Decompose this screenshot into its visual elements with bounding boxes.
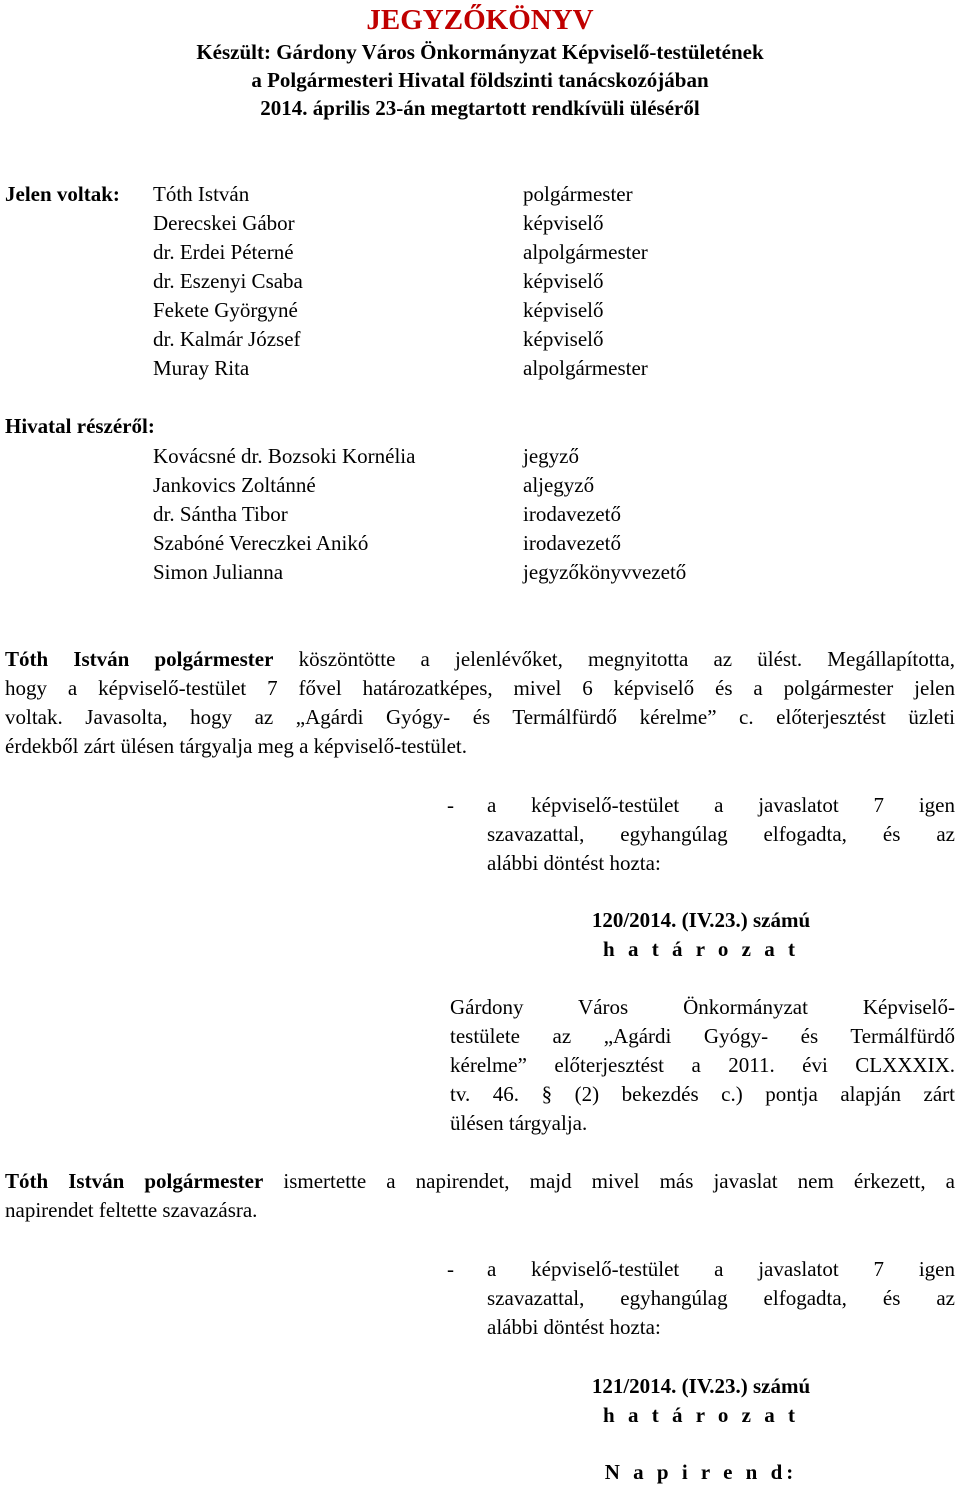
- attendee-name: Muray Rita: [153, 356, 250, 380]
- vote-block-1: [447, 791, 955, 878]
- office-member-role: jegyzőkönyvvezető: [523, 560, 687, 584]
- attendee-name: Tóth István: [153, 182, 250, 206]
- attendees-roles: [523, 180, 648, 383]
- paragraph-line: érdekből zárt ülésen tárgyalja meg a képviselő-testület.: [5, 734, 468, 758]
- office-member-name: Kovácsné dr. Bozsoki Kornélia: [153, 444, 416, 468]
- attendees-label: Jelen voltak:: [5, 182, 120, 206]
- speaker-name: Tóth István polgármester: [5, 1169, 264, 1193]
- attendee-role: képviselő: [523, 211, 604, 235]
- resolution-number-2: 121/2014. (IV.23.) számú: [591, 1374, 811, 1398]
- dash-bullet: -: [447, 793, 454, 817]
- attendee-role: alpolgármester: [523, 356, 648, 380]
- resolution-label-1: h a t á r o z a t: [603, 937, 799, 961]
- office-member-name: dr. Sántha Tibor: [153, 502, 288, 526]
- vote-line: - a képviselő-testület a javaslatot 7 igen: [447, 791, 955, 820]
- office-member-role: irodavezető: [523, 531, 621, 555]
- attendee-role: képviselő: [523, 327, 604, 351]
- vote-block-2: [447, 1255, 955, 1342]
- attendees-names: [153, 180, 303, 383]
- resolution-line: Gárdony Város Önkormányzat Képviselő-: [450, 995, 955, 1019]
- attendee-role: képviselő: [523, 298, 604, 322]
- resolution-line: kérelme” előterjesztést a 2011. évi CLXXXIX.: [450, 1053, 955, 1077]
- paragraph-line: Tóth István polgármester köszöntötte a jelenlévőket, megnyitotta az ülést. Megállapította,: [5, 647, 955, 671]
- subtitle-line: 2014. április 23-án megtartott rendkívüli üléséről: [260, 96, 700, 120]
- attendee-role: képviselő: [523, 269, 604, 293]
- attendee-name: dr. Erdei Péterné: [153, 240, 294, 264]
- attendee-role: alpolgármester: [523, 240, 648, 264]
- attendee-role: polgármester: [523, 182, 633, 206]
- office-roles: [523, 442, 686, 587]
- office-names: [153, 442, 415, 587]
- office-member-name: Simon Julianna: [153, 560, 284, 584]
- office-member-name: Jankovics Zoltánné: [153, 473, 316, 497]
- speaker-name: Tóth István polgármester: [5, 647, 274, 671]
- attendee-name: dr. Kalmár József: [153, 327, 301, 351]
- paragraph-line: hogy a képviselő-testület 7 fővel határozatképes, mivel 6 képviselő és a polgármester jelen: [5, 676, 955, 700]
- office-member-role: aljegyző: [523, 473, 595, 497]
- attendee-name: Derecskei Gábor: [153, 211, 295, 235]
- office-member-name: Szabóné Vereczkei Anikó: [153, 531, 369, 555]
- subtitle-line: Készült: Gárdony Város Önkormányzat Képviselő-testületének: [196, 40, 764, 64]
- resolution-line: tv. 46. § (2) bekezdés c.) pontja alapján zárt: [450, 1082, 955, 1106]
- document-subtitle: [0, 38, 960, 122]
- resolution-line: testülete az „Agárdi Gyógy- és Termálfürdő: [450, 1024, 955, 1048]
- vote-line: szavazattal, egyhangúlag elfogadta, és az: [487, 822, 955, 846]
- document-title: JEGYZŐKÖNYV: [366, 4, 594, 36]
- attendee-name: Fekete Györgyné: [153, 298, 298, 322]
- vote-line: alábbi döntést hozta:: [487, 851, 661, 875]
- agenda-paragraph: [5, 1167, 955, 1225]
- vote-line: alábbi döntést hozta:: [487, 1315, 661, 1339]
- vote-line: szavazattal, egyhangúlag elfogadta, és az: [487, 1286, 955, 1310]
- resolution-number-1: 120/2014. (IV.23.) számú: [591, 908, 811, 932]
- resolution-label-2: h a t á r o z a t: [603, 1403, 799, 1427]
- resolution-line: ülésen tárgyalja.: [450, 1111, 588, 1135]
- paragraph-line: Tóth István polgármester ismertette a napirendet, majd mivel más javaslat nem érkezett, a: [5, 1169, 956, 1193]
- paragraph-line: voltak. Javasolta, hogy az „Agárdi Gyógy- és Termálfürdő kérelme” c. előterjesztést üzleti: [5, 705, 955, 729]
- agenda-label: N a p i r e n d:: [604, 1460, 798, 1484]
- paragraph-line: napirendet feltette szavazásra.: [5, 1198, 258, 1222]
- attendee-name: dr. Eszenyi Csaba: [153, 269, 303, 293]
- office-label: Hivatal részéről:: [5, 414, 155, 438]
- opening-paragraph: [5, 645, 955, 761]
- vote-line: - a képviselő-testület a javaslatot 7 igen: [447, 1255, 955, 1284]
- dash-bullet: -: [447, 1257, 454, 1281]
- office-member-role: irodavezető: [523, 502, 621, 526]
- resolution-text-1: [450, 993, 955, 1138]
- subtitle-line: a Polgármesteri Hivatal földszinti tanácskozójában: [251, 68, 709, 92]
- office-member-role: jegyző: [523, 444, 579, 468]
